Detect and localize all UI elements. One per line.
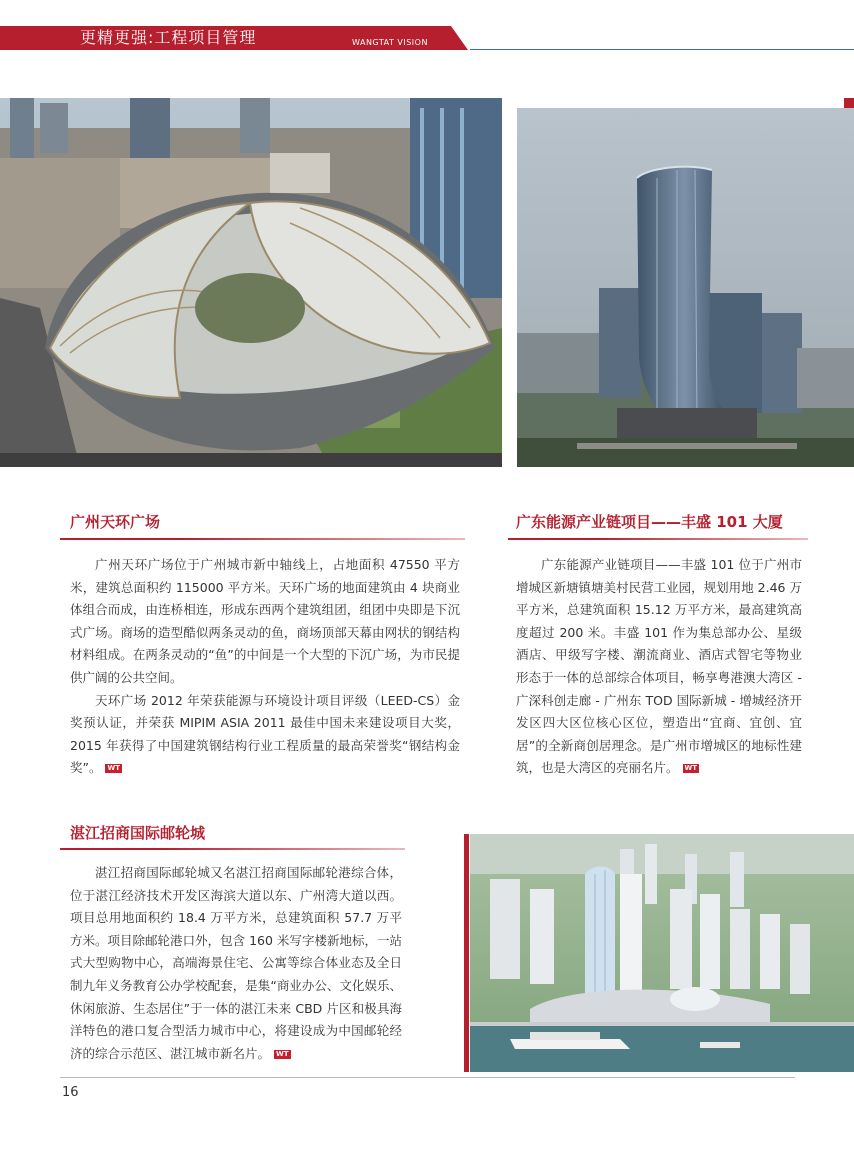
paragraph-text: 天环广场 2012 年荣获能源与环境设计项目评级（LEED-CS）金奖预认证，并荣获 MIPIM ASIA 2011 最佳中国未来建设项目大奖，2015 年获得了中国建筑钢结构行业工程质量的最高荣誉奖“钢结构金奖”。 xyxy=(70,692,460,776)
section-body-zhanjiang xyxy=(70,862,402,1065)
header-rule xyxy=(470,49,854,50)
section-rule-tianhuan xyxy=(60,538,465,540)
header-brand: WANGTAT VISION xyxy=(352,38,428,47)
paragraph-text: 广东能源产业链项目——丰盛 101 位于广州市增城区新塘镇塘美村民营工业园，规划用地 2.46 万平方米，总建筑面积 15.12 万平方米，最高建筑高度超过 200 米。丰盛 101 作为集总部办公、星级酒店、甲级写字楼、潮流商业、酒店式智宅等物业形态于一体的总部综合体项目，畅享粤港澳大湾区 - 广深科创走廊 - 广州东 TOD 国际新城 - 增城经济开发区四大区位核心区位，塑造出“宜商、宜创、宜居”的全新商创居理念。是广州市增城区的地标性建筑，也是大湾区的亮丽名片。 xyxy=(516,557,802,776)
section-body-tianhuan xyxy=(70,554,460,780)
tower-photo xyxy=(517,108,854,467)
paragraph xyxy=(70,862,402,1065)
section-body-fengsheng xyxy=(516,554,802,780)
paragraph xyxy=(70,690,460,780)
paragraph: 广州天环广场位于广州城市新中轴线上，占地面积 47550 平方米，建筑总面积约 115000 平方米。天环广场的地面建筑由 4 块商业体组合而成，由连桥相连，形成东西两个建筑组团，组团中央即是下沉式广场。商场的造型酷似两条灵动的鱼，商场顶部天幕由网状的钢结构材料组成。在两条灵动的“鱼”的中间是一个大型的下沉广场，为市民提供广阔的公共空间。 xyxy=(70,557,460,685)
section-title-tianhuan: 广州天环广场 xyxy=(70,513,161,531)
paragraph xyxy=(516,554,802,780)
section-rule-zhanjiang xyxy=(60,848,405,850)
paragraph-text: 湛江招商国际邮轮城又名湛江招商国际邮轮港综合体，位于湛江经济技术开发区海滨大道以东、广州湾大道以西。项目总用地面积约 18.4 万平方米，总建筑面积 57.7 万平方米。项目除邮轮港口外，包含 160 米写字楼新地标，一站式大型购物中心，高端海景住宅、公寓等综合体业态及全日制九年义务教育公办学校配套，是集“商业办公、文化娱乐、休闲旅游、生态居住”于一体的湛江未来 CBD 片区和极具海洋特色的港口复合型活力城市中心，将建设成为中国邮轮经济的综合示范区、湛江城市新名片。 xyxy=(70,865,402,1061)
photo-corner-accent xyxy=(844,98,854,108)
section-title-fengsheng: 广东能源产业链项目——丰盛 101 大厦 xyxy=(516,513,783,531)
section-title-zhanjiang: 湛江招商国际邮轮城 xyxy=(70,824,206,842)
wt-end-badge: WT xyxy=(107,764,120,773)
mall-photo xyxy=(0,98,502,467)
wt-end-badge: WT xyxy=(684,764,698,773)
photo-side-accent xyxy=(464,834,469,1072)
footer-rule xyxy=(60,1077,795,1078)
section-rule-fengsheng xyxy=(508,538,808,540)
page-number: 16 xyxy=(62,1085,79,1100)
header-title: 更精更强:工程项目管理 xyxy=(80,28,257,47)
wt-end-badge: WT xyxy=(276,1049,289,1058)
port-photo xyxy=(470,834,854,1072)
